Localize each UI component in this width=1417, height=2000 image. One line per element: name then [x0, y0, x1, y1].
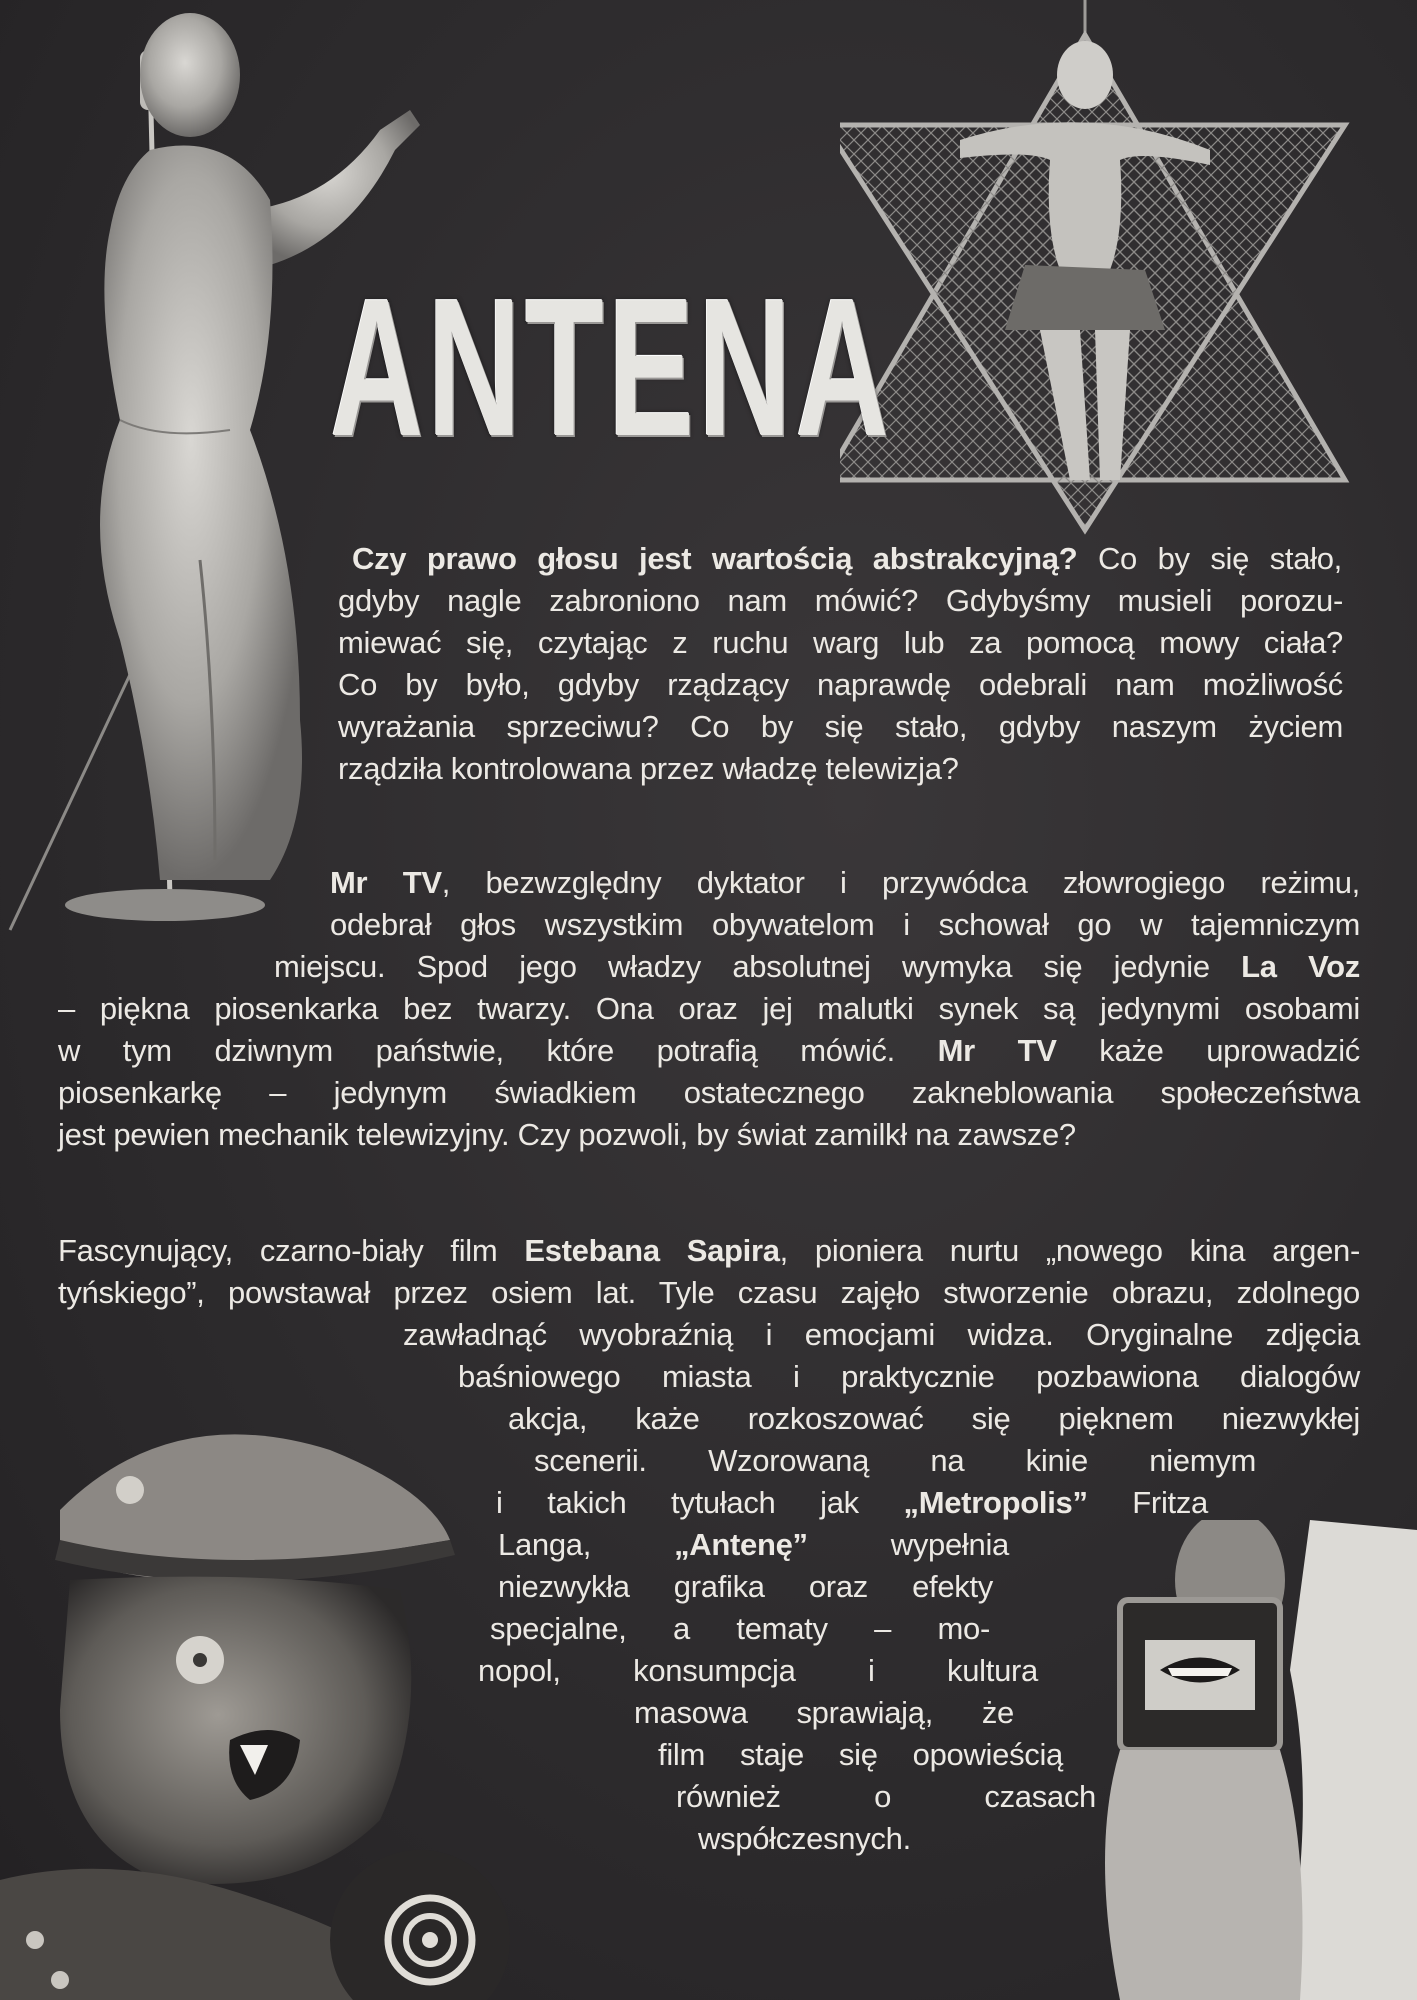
bold-text: Czy prawo głosu jest wartością abstrakcyjną? — [352, 541, 1078, 576]
text-line — [508, 1398, 1360, 1440]
text-run: piosenkarkę – jedynym świadkiem ostatecznego zakneblowania społeczeństwa — [58, 1075, 1360, 1110]
text-run: Langa, — [498, 1527, 675, 1562]
text-run: Fascynujący, czarno-biały film — [58, 1233, 525, 1268]
text-run: , pioniera nurtu „nowego kina argen- — [779, 1233, 1360, 1268]
text-line — [58, 1272, 1360, 1314]
text-run: masowa sprawiają, że — [634, 1695, 1014, 1730]
text-line — [338, 580, 1343, 622]
text-line — [676, 1776, 1096, 1818]
text-line — [58, 1230, 1360, 1272]
text-run: gdyby nagle zabroniono nam mówić? Gdybyśmy musieli porozu- — [338, 583, 1343, 618]
bold-text: Mr TV — [937, 1033, 1057, 1068]
bold-text: Estebana Sapira — [524, 1233, 780, 1268]
text-line — [330, 904, 1360, 946]
text-line — [330, 862, 1360, 904]
bold-text: „Antenę” — [674, 1527, 808, 1562]
bold-text: „Metropolis” — [903, 1485, 1088, 1520]
text-line — [352, 538, 1342, 580]
text-line — [58, 1030, 1360, 1072]
text-line — [338, 706, 1343, 748]
text-run: , bezwzględny dyktator i przywódca złowrogiego reżimu, — [441, 865, 1360, 900]
text-run: nopol, konsumpcja i kultura — [478, 1653, 1038, 1688]
text-line — [58, 988, 1360, 1030]
text-run: Fritza — [1087, 1485, 1209, 1520]
text-run: Co by się stało, — [1077, 541, 1342, 576]
text-run: niezwykła grafika oraz efekty — [498, 1569, 993, 1604]
text-line — [490, 1608, 990, 1650]
boy-on-star-frame-photo — [840, 0, 1360, 540]
review-paragraph — [58, 1230, 1360, 1860]
text-run: Co by było, gdyby rządzący naprawdę odebrali nam możliwość — [338, 667, 1343, 702]
text-line — [458, 1356, 1360, 1398]
text-line — [498, 1566, 993, 1608]
text-run: baśniowego miasta i praktycznie pozbawiona dialogów — [458, 1359, 1360, 1394]
page-title: ANTENA — [330, 258, 893, 477]
text-run: miejscu. Spod jego władzy absolutnej wymyka się jedynie — [274, 949, 1242, 984]
text-run: film staje się opowieścią — [658, 1737, 1063, 1772]
text-run: odebrał głos wszystkim obywatelom i schował go w tajemniczym — [330, 907, 1360, 942]
text-run: specjalne, a tematy – mo- — [490, 1611, 990, 1646]
text-run: wypełnia — [807, 1527, 1009, 1562]
text-run: zawładnąć wyobraźnią i emocjami widza. Oryginalne zdjęcia — [403, 1317, 1360, 1352]
text-run: miewać się, czytając z ruchu warg lub za pomocą mowy ciała? — [338, 625, 1343, 660]
text-run: – piękna piosenkarka bez twarzy. Ona oraz jej malutki synek są jedynymi osobami — [58, 991, 1360, 1026]
text-line — [634, 1692, 1014, 1734]
bold-text: La Voz — [1241, 949, 1360, 984]
text-line — [58, 1072, 1360, 1114]
text-run: każe uprowadzić — [1056, 1033, 1360, 1068]
text-run: również o czasach — [676, 1779, 1096, 1814]
bold-text: Mr TV — [330, 865, 442, 900]
text-run: tyńskiego”, powstawał przez osiem lat. Tyle czasu zajęło stworzenie obrazu, zdolnego — [58, 1275, 1360, 1310]
text-line — [478, 1650, 1038, 1692]
text-line — [274, 946, 1360, 988]
text-run: współczesnych. — [698, 1821, 911, 1856]
text-run: w tym dziwnym państwie, które potrafią mówić. — [58, 1033, 938, 1068]
text-line — [403, 1314, 1360, 1356]
text-run: wyrażania sprzeciwu? Co by się stało, gdyby naszym życiem — [338, 709, 1343, 744]
text-line — [534, 1440, 1256, 1482]
text-line — [658, 1734, 1063, 1776]
text-line — [338, 748, 1343, 790]
text-run: rządziła kontrolowana przez władzę telewizja? — [338, 751, 959, 786]
text-run: scenerii. Wzorowaną na kinie niemym — [534, 1443, 1256, 1478]
text-line — [698, 1818, 998, 1860]
text-run: i takich tytułach jak — [496, 1485, 904, 1520]
text-line — [338, 622, 1343, 664]
text-line — [496, 1482, 1208, 1524]
plot-paragraph — [58, 862, 1360, 1156]
intro-paragraph — [330, 538, 1360, 790]
text-line — [498, 1524, 1009, 1566]
text-line — [58, 1114, 1360, 1156]
text-run: jest pewien mechanik telewizyjny. Czy pozwoli, by świat zamilkł na zawsze? — [58, 1117, 1076, 1152]
text-line — [338, 664, 1343, 706]
text-run: akcja, każe rozkoszować się pięknem niezwykłej — [508, 1401, 1360, 1436]
